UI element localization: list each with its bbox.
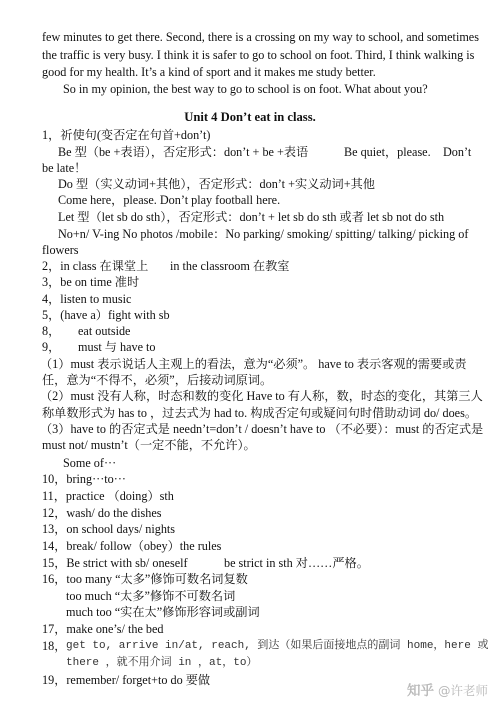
intro-line-1: few minutes to get there. Second, there is a crossing on my way to school, and sometimes bbox=[42, 30, 479, 44]
item-18: get to, arrive in/at, reach, 到达（如果后面接地点的副词 home，here 或 bbox=[66, 640, 489, 652]
item-12: 12，wash/ do the dishes bbox=[42, 506, 162, 520]
no-type-rule: No+n/ V-ing No photos /mobile：No parking/ smoking/ spitting/ talking/ picking of bbox=[58, 227, 469, 241]
intro-line-3: good for my health. It’s a kind of sport and it makes me study better. bbox=[42, 65, 376, 79]
item-16-much-too: much too “实在太”修饰形容词或副词 bbox=[66, 605, 260, 619]
item-19: 19，remember/ forget+to do 要做 bbox=[42, 673, 211, 687]
item-17: 17，make one’s/ the bed bbox=[42, 622, 164, 636]
item-8-number: 8， bbox=[42, 324, 61, 338]
must-note-1-cont: 任，意为“不得不，必须”，后接动词原词。 bbox=[42, 373, 273, 387]
be-type-example-neg: Don’t bbox=[443, 145, 472, 159]
item-11: 11，practice （doing）sth bbox=[42, 489, 174, 503]
item-2-b: in the classroom 在教室 bbox=[170, 259, 290, 273]
item-14: 14，break/ follow（obey）the rules bbox=[42, 539, 222, 553]
must-note-3: （3）have to 的否定式是 needn’t=don’t / doesn’t have to （不必要）：must 的否定式是 bbox=[40, 422, 484, 436]
item-10: 10，bring···to··· bbox=[42, 472, 126, 486]
item-8: eat outside bbox=[78, 324, 131, 338]
item-16: 16，too many “太多”修饰可数名词复数 bbox=[42, 572, 248, 586]
unit-title: Unit 4 Don’t eat in class. bbox=[184, 110, 316, 124]
item-18-cont: there ，就不用介词 in ，at，to） bbox=[66, 657, 258, 669]
must-note-2: （2）must 没有人称，时态和数的变化 Have to 有人称，数，时态的变化，其第三人 bbox=[40, 389, 483, 403]
item-9-number: 9， bbox=[42, 340, 61, 354]
some-of: Some of··· bbox=[63, 456, 117, 470]
do-type-rule: Do 型（实义动词+其他），否定形式：don’t +实义动词+其他 bbox=[58, 177, 375, 191]
item-15: 15，Be strict with sb/ oneself bbox=[42, 556, 188, 570]
item-9: must 与 have to bbox=[78, 340, 156, 354]
item-18-number: 18， bbox=[42, 639, 67, 653]
be-type-rule: Be 型（be +表语），否定形式：don’t + be +表语 bbox=[58, 145, 309, 159]
no-type-rule-cont: flowers bbox=[42, 243, 79, 257]
item-4: 4，listen to music bbox=[42, 292, 132, 306]
item-2: 2，in class 在课堂上 bbox=[42, 259, 149, 273]
be-type-example-cont: be late！ bbox=[42, 161, 87, 175]
watermark bbox=[407, 679, 488, 699]
must-note-1: （1）must 表示说话人主观上的看法，意为“必须”。 have to 表示客观的需要或责 bbox=[40, 357, 467, 371]
item-1-heading: 1，祈使句(变否定在句首+don’t) bbox=[42, 128, 211, 142]
let-type-rule: Let 型（let sb do sth），否定形式：don’t + let sb do sth 或者 let sb not do sth bbox=[58, 210, 445, 224]
intro-line-4: So in my opinion, the best way to go to school is on foot. What about you? bbox=[63, 82, 428, 96]
item-3: 3，be on time 准时 bbox=[42, 275, 140, 289]
item-15-b: be strict in sth 对……严格。 bbox=[224, 556, 369, 570]
intro-line-2: the traffic is very busy. I think it is safer to go to school on foot. Third, I think walking is bbox=[42, 48, 475, 62]
be-type-example: Be quiet，please. bbox=[344, 145, 431, 159]
must-note-2-cont: 称单数形式为 has to ，过去式为 had to. 构成否定句或疑问句时借助动词 do/ does。 bbox=[42, 406, 478, 420]
must-note-3-cont: must not/ mustn’t（一定不能，不允许）。 bbox=[42, 438, 256, 452]
item-5: 5，(have a）fight with sb bbox=[42, 308, 170, 322]
watermark-author: @许老师 bbox=[437, 683, 488, 698]
item-16-too-much: too much “太多”修饰不可数名词 bbox=[66, 589, 236, 603]
do-type-example: Come here，please. Don’t play football here. bbox=[58, 193, 281, 207]
watermark-brand: 知乎 bbox=[407, 683, 434, 699]
item-13: 13，on school days/ nights bbox=[42, 522, 176, 536]
